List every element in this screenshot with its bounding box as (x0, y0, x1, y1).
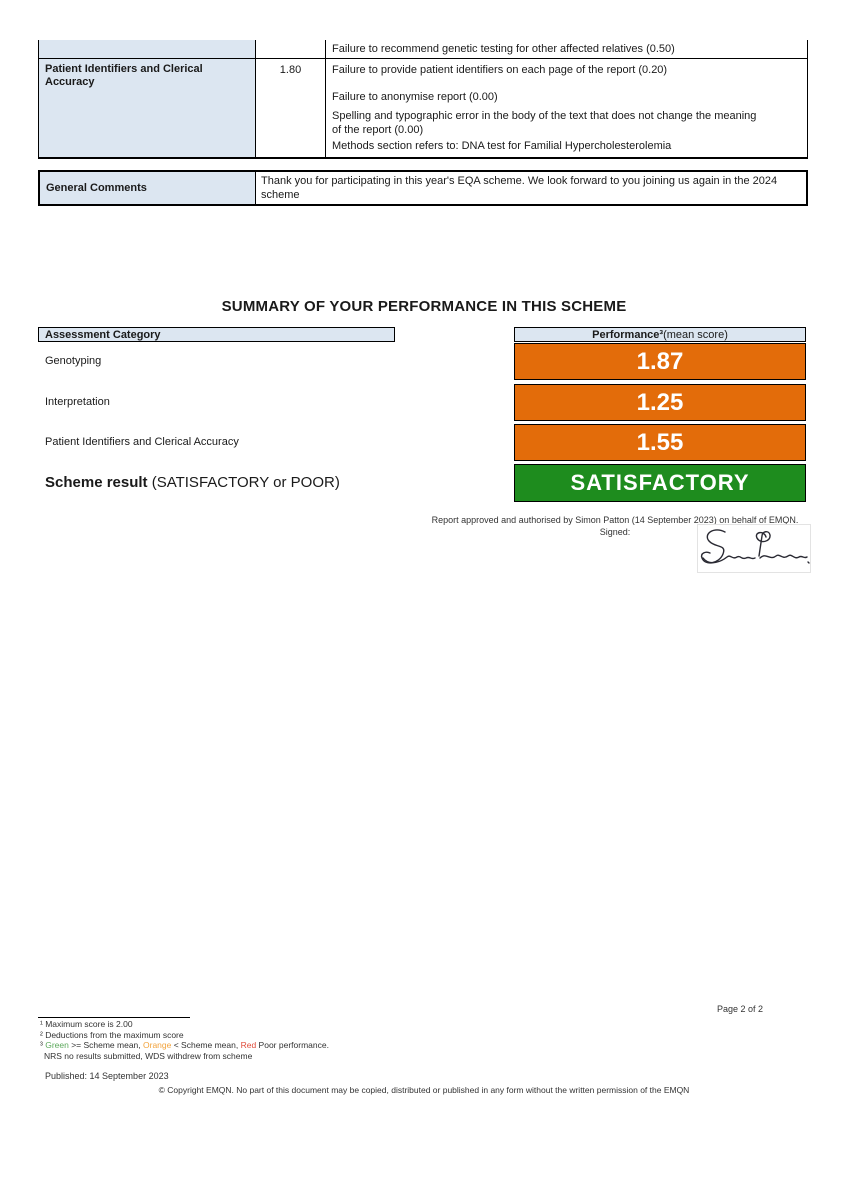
category-label-patient-identifiers: Patient Identifiers and Clerical Accuracy (45, 436, 239, 448)
performance-value: 1.55 (636, 428, 684, 456)
scheme-result-label-bold: Scheme result (45, 474, 148, 491)
footnote-2: ² Deductions from the maximum score (40, 1029, 184, 1040)
performance-value: 1.25 (636, 388, 684, 416)
footnote-3-prefix: ³ (40, 1040, 46, 1051)
general-comments-text: Thank you for participating in this year's EQA scheme. We look forward to you joining us again in the 2024 scheme (261, 175, 778, 201)
category-cell: Patient Identifiers and Clerical Accuracy (39, 59, 256, 157)
performance-header (514, 327, 806, 342)
footnote-3-suffix: Poor performance. (256, 1040, 329, 1051)
scheme-result-label (45, 474, 340, 491)
deductions-table (38, 40, 808, 159)
score-cell-empty (256, 40, 326, 58)
general-comments-label: General Comments (40, 172, 256, 204)
published-date: Published: 14 September 2023 (45, 1071, 169, 1081)
footnote-3-mid2: < Scheme mean, (171, 1040, 241, 1051)
deduction-cell (326, 59, 807, 157)
category-cell-empty (39, 40, 256, 58)
performance-value: 1.87 (636, 347, 684, 375)
footnote-3-red: Red (240, 1040, 257, 1051)
footnote-3-mid1: >= Scheme mean, (68, 1040, 144, 1051)
performance-bar-genotyping (514, 343, 806, 380)
deduction-text: Spelling and typographic error in the body of the text that does not change the meaning of the report (0.00) (332, 110, 757, 136)
footnote-3-green: Green (45, 1040, 69, 1051)
footnote-4: NRS no results submitted, WDS withdrew from scheme (44, 1050, 253, 1061)
summary-title: SUMMARY OF YOUR PERFORMANCE IN THIS SCHEME (221, 298, 627, 315)
score-cell: 1.80 (256, 59, 326, 157)
signed-label: Signed: (599, 527, 631, 537)
footnote-1: ¹ Maximum score is 2.00 (40, 1019, 133, 1029)
scheme-result-value: SATISFACTORY (570, 470, 750, 495)
deduction-text: Methods section refers to: DNA test for Familial Hypercholesterolemia (332, 140, 672, 152)
performance-bar-patient-identifiers (514, 424, 806, 461)
general-comments-table (38, 170, 808, 206)
footnote-3 (40, 1040, 460, 1051)
performance-header-bold: Performance³ (592, 328, 664, 341)
scheme-result-label-rest: (SATISFACTORY or POOR) (147, 474, 340, 491)
approval-text: Report approved and authorised by Simon Patton (14 September 2023) on behalf of EMQN. (431, 515, 799, 525)
table-row (39, 40, 807, 59)
footnote-divider (38, 1017, 190, 1018)
footnote-3-orange: Orange (143, 1040, 172, 1051)
assessment-category-header: Assessment Category (38, 327, 395, 342)
performance-bar-interpretation (514, 384, 806, 421)
page-number: Page 2 of 2 (716, 1004, 764, 1014)
deduction-text: Failure to anonymise report (0.00) (332, 91, 498, 103)
deduction-cell (326, 40, 807, 58)
deduction-text: Failure to provide patient identifiers on each page of the report (0.20) (332, 64, 668, 76)
footnotes (40, 1019, 460, 1061)
scheme-result-bar (514, 464, 806, 502)
table-row (39, 59, 807, 157)
signature-image (697, 524, 811, 573)
category-label-interpretation: Interpretation (45, 396, 110, 408)
copyright-notice: © Copyright EMQN. No part of this document may be copied, distributed or published in any form without the written permission of the EMQN (158, 1085, 690, 1095)
deduction-text: Failure to recommend genetic testing for other affected relatives (0.50) (332, 43, 675, 55)
category-label-genotyping: Genotyping (45, 355, 102, 367)
performance-header-rest: (mean score) (663, 328, 728, 341)
